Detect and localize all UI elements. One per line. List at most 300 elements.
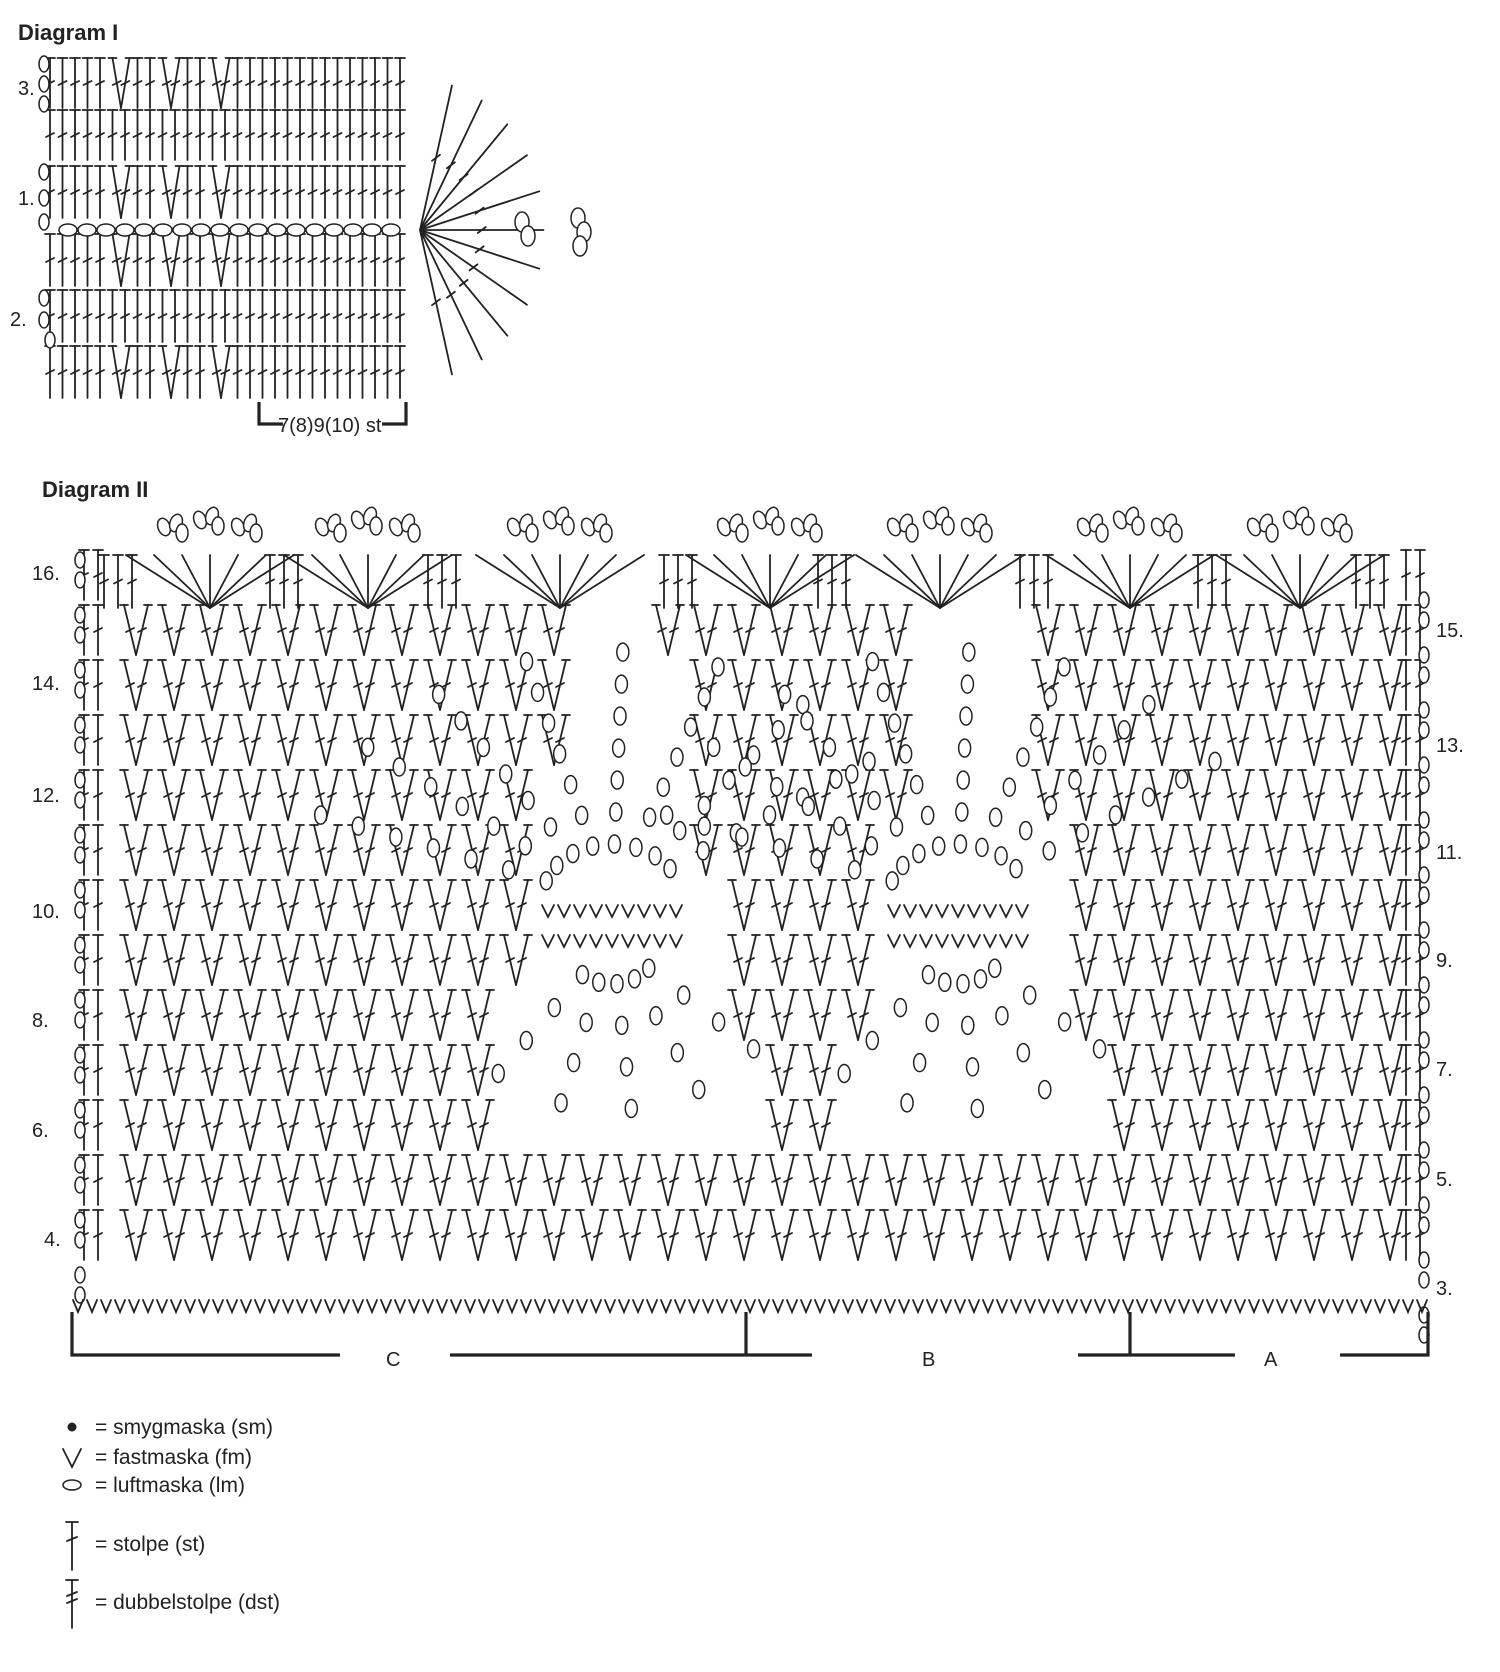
foundation-sc bbox=[619, 1300, 629, 1312]
chain-stitch bbox=[540, 872, 552, 890]
chain-stitch bbox=[954, 835, 966, 853]
foundation-sc bbox=[493, 1300, 503, 1312]
single-crochet-icon bbox=[63, 1449, 81, 1467]
foundation-sc bbox=[661, 1300, 671, 1312]
diagram-2-section-brackets bbox=[72, 1312, 1428, 1355]
cluster-treble bbox=[560, 555, 644, 608]
foundation-sc bbox=[535, 1300, 545, 1312]
chain-stitch bbox=[39, 214, 49, 230]
chain-stitch bbox=[75, 1012, 85, 1028]
chain-stitch bbox=[75, 1177, 85, 1193]
chain-stitch bbox=[1419, 1087, 1429, 1103]
chain-stitch bbox=[173, 224, 191, 236]
chain-stitch bbox=[75, 847, 85, 863]
center-sc bbox=[574, 935, 586, 947]
foundation-sc bbox=[1095, 1300, 1105, 1312]
chain-stitch bbox=[906, 524, 918, 542]
chain-stitch bbox=[865, 837, 877, 855]
legend-treble-text: = stolpe (st) bbox=[95, 1533, 206, 1556]
foundation-sc bbox=[745, 1300, 755, 1312]
row-label-5: 5. bbox=[1436, 1169, 1453, 1191]
chain-stitch bbox=[957, 771, 969, 789]
chain-stitch bbox=[390, 828, 402, 846]
foundation-sc bbox=[297, 1300, 307, 1312]
center-sc bbox=[1016, 935, 1028, 947]
chain-stitch bbox=[698, 796, 710, 814]
chain-stitch bbox=[942, 517, 954, 535]
chain-stitch bbox=[268, 224, 286, 236]
chain-stitch bbox=[287, 224, 305, 236]
center-sc bbox=[1000, 935, 1012, 947]
foundation-sc bbox=[829, 1300, 839, 1312]
chain-stitch bbox=[1419, 867, 1429, 883]
chain-stitch bbox=[797, 696, 809, 714]
chain-stitch bbox=[901, 1094, 913, 1112]
cluster-treble bbox=[210, 555, 294, 608]
foundation-sc bbox=[1193, 1300, 1203, 1312]
section-label-b: B bbox=[922, 1349, 936, 1371]
foundation-sc bbox=[255, 1300, 265, 1312]
diagram-2-left-row-labels bbox=[32, 563, 61, 1251]
section-label-a: A bbox=[1264, 1349, 1278, 1371]
chain-stitch bbox=[1419, 757, 1429, 773]
legend-slip-stitch-text: = smygmaska (sm) bbox=[95, 1416, 273, 1439]
chain-stitch bbox=[1143, 696, 1155, 714]
foundation-sc bbox=[437, 1300, 447, 1312]
foundation-sc bbox=[227, 1300, 237, 1312]
chain-stitch bbox=[1076, 824, 1088, 842]
row-label-12: 12. bbox=[32, 785, 60, 807]
chain-stitch bbox=[75, 937, 85, 953]
chain-stitch bbox=[878, 683, 890, 701]
cluster-treble bbox=[368, 555, 452, 608]
chain-stitch bbox=[211, 224, 229, 236]
center-sc bbox=[952, 935, 964, 947]
foundation-sc bbox=[801, 1300, 811, 1312]
foundation-sc bbox=[507, 1300, 517, 1312]
center-sc bbox=[542, 905, 554, 917]
foundation-sc bbox=[1179, 1300, 1189, 1312]
chain-stitch bbox=[75, 1102, 85, 1118]
chain-stitch bbox=[664, 860, 676, 878]
center-sc bbox=[936, 905, 948, 917]
center-sc bbox=[968, 935, 980, 947]
foundation-sc bbox=[381, 1300, 391, 1312]
diagram-1-row-label-3: 3. bbox=[18, 78, 35, 100]
chain-stitch bbox=[521, 226, 535, 246]
foundation-sc bbox=[1347, 1300, 1357, 1312]
cluster-treble bbox=[1216, 555, 1300, 608]
chain-stitch bbox=[363, 224, 381, 236]
center-sc bbox=[606, 905, 618, 917]
cluster-treble bbox=[504, 555, 560, 608]
cluster-treble bbox=[1046, 555, 1130, 608]
chain-stitch bbox=[961, 675, 973, 693]
foundation-sc bbox=[1221, 1300, 1231, 1312]
foundation-sc bbox=[647, 1300, 657, 1312]
chain-stitch bbox=[1110, 806, 1122, 824]
chain-stitch bbox=[600, 524, 612, 542]
chain-stitch bbox=[611, 975, 623, 993]
foundation-sc bbox=[1333, 1300, 1343, 1312]
foundation-sc bbox=[857, 1300, 867, 1312]
chain-stitch bbox=[962, 1016, 974, 1034]
foundation-sc bbox=[1165, 1300, 1175, 1312]
foundation-sc bbox=[577, 1300, 587, 1312]
chain-stitch bbox=[1419, 832, 1429, 848]
center-sc bbox=[590, 935, 602, 947]
center-sc bbox=[904, 935, 916, 947]
foundation-sc bbox=[87, 1300, 97, 1312]
foundation-sc bbox=[325, 1300, 335, 1312]
chain-stitch bbox=[723, 771, 735, 789]
chain-stitch bbox=[573, 236, 587, 256]
foundation-sc bbox=[717, 1300, 727, 1312]
chain-stitch bbox=[75, 717, 85, 733]
chain-stitch bbox=[39, 76, 49, 92]
chain-stitch bbox=[565, 776, 577, 794]
chain-stitch bbox=[615, 675, 627, 693]
foundation-sc bbox=[395, 1300, 405, 1312]
chain-stitch bbox=[1094, 1040, 1106, 1058]
foundation-sc bbox=[521, 1300, 531, 1312]
foundation-sc bbox=[241, 1300, 251, 1312]
foundation-sc bbox=[143, 1300, 153, 1312]
foundation-sc bbox=[1137, 1300, 1147, 1312]
chain-stitch bbox=[866, 1032, 878, 1050]
chain-stitch bbox=[520, 1032, 532, 1050]
cluster-treble bbox=[560, 555, 616, 608]
chain-stitch bbox=[97, 224, 115, 236]
chain-stitch bbox=[1024, 986, 1036, 1004]
chain-stitch bbox=[926, 1013, 938, 1031]
chain-stitch bbox=[408, 524, 420, 542]
center-sc bbox=[670, 905, 682, 917]
chain-stitch bbox=[580, 1013, 592, 1031]
chain-stitch bbox=[697, 842, 709, 860]
row-label-10: 10. bbox=[32, 901, 60, 923]
chain-stitch bbox=[894, 999, 906, 1017]
diagram-2-stitches bbox=[73, 505, 1429, 1343]
chain-stitch bbox=[576, 806, 588, 824]
diagram-1-stitches bbox=[39, 56, 591, 398]
chain-stitch bbox=[455, 712, 467, 730]
chain-stitch bbox=[393, 758, 405, 776]
chain-stitch bbox=[39, 290, 49, 306]
cluster-treble bbox=[126, 555, 210, 608]
chain-stitch bbox=[39, 96, 49, 112]
chain-stitch bbox=[75, 1067, 85, 1083]
chain-stitch bbox=[650, 1007, 662, 1025]
chain-stitch bbox=[956, 803, 968, 821]
foundation-sc bbox=[1039, 1300, 1049, 1312]
center-sc bbox=[558, 905, 570, 917]
foundation-sc bbox=[213, 1300, 223, 1312]
foundation-sc bbox=[605, 1300, 615, 1312]
chain-stitch bbox=[1419, 1107, 1429, 1123]
chain-stitch bbox=[425, 778, 437, 796]
chain-stitch bbox=[830, 770, 842, 788]
chain-stitch bbox=[834, 817, 846, 835]
foundation-sc bbox=[1249, 1300, 1259, 1312]
foundation-sc bbox=[1291, 1300, 1301, 1312]
center-sc bbox=[638, 905, 650, 917]
foundation-sc bbox=[409, 1300, 419, 1312]
cluster-treble bbox=[686, 555, 770, 608]
section-label-c: C bbox=[386, 1349, 401, 1371]
foundation-sc bbox=[549, 1300, 559, 1312]
chain-stitch bbox=[519, 837, 531, 855]
chain-stitch bbox=[1010, 860, 1022, 878]
foundation-sc bbox=[1305, 1300, 1315, 1312]
chain-stitch bbox=[344, 224, 362, 236]
chain-stitch bbox=[1419, 977, 1429, 993]
foundation-sc bbox=[1123, 1300, 1133, 1312]
chain-stitch bbox=[75, 792, 85, 808]
foundation-sc bbox=[171, 1300, 181, 1312]
chain-stitch bbox=[698, 688, 710, 706]
chain-stitch bbox=[526, 524, 538, 542]
chain-stitch bbox=[1419, 647, 1429, 663]
chain-stitch bbox=[644, 808, 656, 826]
cluster-treble bbox=[1074, 555, 1130, 608]
chain-stitch bbox=[863, 752, 875, 770]
foundation-sc bbox=[269, 1300, 279, 1312]
cluster-treble bbox=[714, 555, 770, 608]
chain-stitch bbox=[957, 975, 969, 993]
foundation-sc bbox=[997, 1300, 1007, 1312]
chain-stitch bbox=[1419, 1197, 1429, 1213]
foundation-sc bbox=[185, 1300, 195, 1312]
chain-stitch bbox=[75, 882, 85, 898]
chain-stitch bbox=[1419, 612, 1429, 628]
chain-stitch bbox=[75, 1232, 85, 1248]
fan-treble-bar bbox=[447, 292, 455, 298]
foundation-sc bbox=[731, 1300, 741, 1312]
chain-stitch bbox=[551, 857, 563, 875]
legend bbox=[63, 1416, 280, 1628]
chain-stitch bbox=[370, 517, 382, 535]
center-sc bbox=[888, 905, 900, 917]
row-label-3: 3. bbox=[1436, 1278, 1453, 1300]
row-label-9: 9. bbox=[1436, 950, 1453, 972]
chain-stitch bbox=[75, 1212, 85, 1228]
chain-stitch bbox=[543, 714, 555, 732]
foundation-sc bbox=[591, 1300, 601, 1312]
foundation-sc bbox=[689, 1300, 699, 1312]
chain-stitch bbox=[39, 190, 49, 206]
center-sc bbox=[638, 935, 650, 947]
chain-stitch bbox=[352, 817, 364, 835]
chain-stitch bbox=[230, 224, 248, 236]
chain-stitch bbox=[75, 1122, 85, 1138]
chain-stitch bbox=[617, 643, 629, 661]
chain-stitch bbox=[976, 838, 988, 856]
fan-treble-bar bbox=[460, 174, 468, 180]
center-sc bbox=[904, 905, 916, 917]
foundation-sc bbox=[899, 1300, 909, 1312]
chain-stitch bbox=[75, 1267, 85, 1283]
row-label-14: 14. bbox=[32, 673, 60, 695]
foundation-sc bbox=[815, 1300, 825, 1312]
row-label-8: 8. bbox=[32, 1010, 49, 1032]
chain-stitch bbox=[897, 857, 909, 875]
chain-stitch bbox=[610, 803, 622, 821]
chain-stitch bbox=[1419, 702, 1429, 718]
chain-stitch bbox=[75, 682, 85, 698]
chain-stitch bbox=[922, 806, 934, 824]
chain-stitch bbox=[1419, 592, 1429, 608]
foundation-sc bbox=[941, 1300, 951, 1312]
chain-stitch bbox=[674, 822, 686, 840]
chain-stitch bbox=[975, 970, 987, 988]
cluster-treble bbox=[856, 555, 940, 608]
chain-stitch bbox=[967, 1058, 979, 1076]
foundation-sc bbox=[983, 1300, 993, 1312]
chain-stitch bbox=[1419, 1162, 1429, 1178]
chain-stitch bbox=[1039, 1081, 1051, 1099]
diagram-2-right-row-labels bbox=[1436, 620, 1464, 1300]
chain-stitch bbox=[661, 806, 673, 824]
row-label-16: 16. bbox=[32, 563, 60, 585]
row-label-11: 11. bbox=[1436, 842, 1463, 864]
double-treble-icon bbox=[66, 1580, 78, 1628]
cluster-treble bbox=[940, 555, 1024, 608]
chain-stitch bbox=[75, 1047, 85, 1063]
chain-stitch bbox=[555, 1094, 567, 1112]
chain-stitch bbox=[748, 1040, 760, 1058]
center-sc bbox=[558, 935, 570, 947]
chain-stitch bbox=[59, 224, 77, 236]
chain-stitch bbox=[154, 224, 172, 236]
chain-stitch bbox=[1419, 667, 1429, 683]
chain-stitch bbox=[503, 861, 515, 879]
foundation-sc bbox=[115, 1300, 125, 1312]
chain-stitch bbox=[1170, 524, 1182, 542]
chain-stitch bbox=[801, 712, 813, 730]
chain-stitch bbox=[1419, 722, 1429, 738]
fan-treble-bar bbox=[447, 162, 455, 168]
foundation-sc bbox=[871, 1300, 881, 1312]
foundation-sc bbox=[1025, 1300, 1035, 1312]
foundation-sc bbox=[1319, 1300, 1329, 1312]
chain-icon bbox=[63, 1480, 81, 1490]
foundation-sc bbox=[423, 1300, 433, 1312]
chain-stitch bbox=[914, 1054, 926, 1072]
chain-stitch bbox=[1302, 517, 1314, 535]
foundation-sc bbox=[101, 1300, 111, 1312]
chain-stitch bbox=[963, 643, 975, 661]
chain-stitch bbox=[39, 312, 49, 328]
foundation-sc bbox=[353, 1300, 363, 1312]
foundation-sc bbox=[1081, 1300, 1091, 1312]
chain-stitch bbox=[1209, 752, 1221, 770]
center-sc bbox=[622, 935, 634, 947]
chain-stitch bbox=[75, 957, 85, 973]
chain-stitch bbox=[933, 837, 945, 855]
chain-stitch bbox=[1419, 922, 1429, 938]
chain-stitch bbox=[433, 685, 445, 703]
cluster-treble bbox=[154, 555, 210, 608]
center-sc bbox=[920, 905, 932, 917]
chain-stitch bbox=[587, 837, 599, 855]
chain-stitch bbox=[838, 1064, 850, 1082]
foundation-sc bbox=[1375, 1300, 1385, 1312]
chain-stitch bbox=[939, 973, 951, 991]
chain-stitch bbox=[608, 835, 620, 853]
cluster-treble bbox=[312, 555, 368, 608]
chain-stitch bbox=[1094, 746, 1106, 764]
row-label-13: 13. bbox=[1436, 735, 1464, 757]
chain-stitch bbox=[911, 776, 923, 794]
foundation-sc bbox=[675, 1300, 685, 1312]
center-sc bbox=[606, 935, 618, 947]
chain-stitch bbox=[554, 745, 566, 763]
chain-stitch bbox=[548, 999, 560, 1017]
chain-stitch bbox=[1096, 524, 1108, 542]
chain-stitch bbox=[1132, 517, 1144, 535]
chain-stitch bbox=[1069, 771, 1081, 789]
chain-stitch bbox=[39, 56, 49, 72]
foundation-sc bbox=[703, 1300, 713, 1312]
center-sc bbox=[1000, 905, 1012, 917]
chain-stitch bbox=[315, 806, 327, 824]
foundation-sc bbox=[1389, 1300, 1399, 1312]
center-sc bbox=[984, 935, 996, 947]
cluster-treble bbox=[940, 555, 996, 608]
foundation-sc bbox=[479, 1300, 489, 1312]
chain-stitch bbox=[980, 524, 992, 542]
chain-stitch bbox=[614, 707, 626, 725]
chain-stitch bbox=[75, 1157, 85, 1173]
chain-stitch bbox=[1419, 1032, 1429, 1048]
chain-stitch bbox=[75, 902, 85, 918]
center-sc bbox=[888, 935, 900, 947]
chain-stitch bbox=[959, 739, 971, 757]
chain-stitch bbox=[1017, 748, 1029, 766]
chain-stitch bbox=[1419, 887, 1429, 903]
chain-stitch bbox=[1419, 777, 1429, 793]
chain-stitch bbox=[488, 817, 500, 835]
chain-stitch bbox=[1419, 1142, 1429, 1158]
row-label-15: 15. bbox=[1436, 620, 1464, 642]
foundation-sc bbox=[1263, 1300, 1273, 1312]
chain-stitch bbox=[78, 224, 96, 236]
cluster-treble bbox=[770, 555, 854, 608]
chain-stitch bbox=[532, 683, 544, 701]
chain-stitch bbox=[643, 959, 655, 977]
foundation-sc bbox=[367, 1300, 377, 1312]
chain-stitch bbox=[562, 517, 574, 535]
cluster-treble bbox=[1130, 555, 1186, 608]
chain-stitch bbox=[713, 1013, 725, 1031]
chain-stitch bbox=[625, 1099, 637, 1117]
center-sc bbox=[654, 935, 666, 947]
chain-stitch bbox=[212, 517, 224, 535]
chain-stitch bbox=[75, 572, 85, 588]
foundation-sc bbox=[927, 1300, 937, 1312]
chain-stitch bbox=[456, 797, 468, 815]
chain-stitch bbox=[39, 164, 49, 180]
chain-stitch bbox=[1419, 812, 1429, 828]
chain-stitch bbox=[249, 224, 267, 236]
chain-stitch bbox=[75, 627, 85, 643]
chain-stitch bbox=[382, 224, 400, 236]
chain-stitch bbox=[886, 872, 898, 890]
chain-stitch bbox=[500, 765, 512, 783]
chain-stitch bbox=[649, 847, 661, 865]
chain-stitch bbox=[629, 970, 641, 988]
